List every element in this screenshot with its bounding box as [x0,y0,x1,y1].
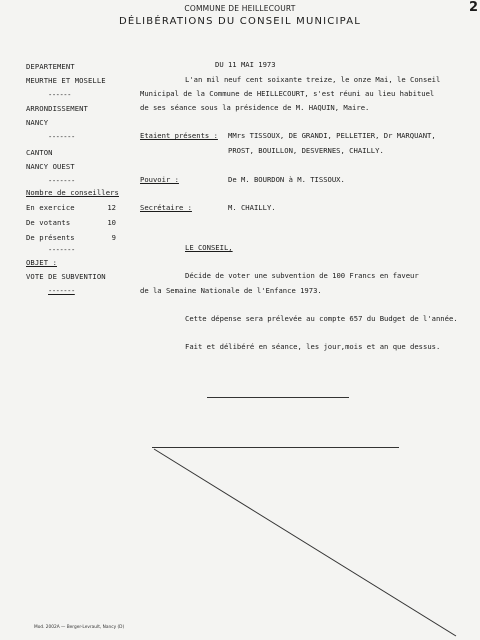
decision-line: de la Semaine Nationale de l'Enfance 1973. [140,286,322,295]
separator-dash: ------- [48,132,75,141]
pouvoir-label: Pouvoir : [140,175,179,184]
pouvoir-value: De M. BOURDON à M. TISSOUX. [228,175,345,184]
votants-value: 10 [107,218,116,227]
presents-count-label: De présents [26,233,75,242]
votants-label: De votants [26,218,71,227]
decision-line: Décide de voter une subvention de 100 Francs en faveur [185,271,419,280]
register-title: DÉLIBÉRATIONS DU CONSEIL MUNICIPAL [118,16,362,27]
conseillers-title: Nombre de conseillers [26,188,119,197]
en-exercice-value: 12 [107,203,116,212]
expense-line: Cette dépense sera prélevée au compte 657 du Budget de l'année. [185,314,458,323]
secretaire-label: Secrétaire : [140,203,192,212]
intro-line: L'an mil neuf cent soixante treize, le onze Mai, le Conseil [185,75,441,84]
secretaire-value: M. CHAILLY. [228,203,276,212]
arrondissement-value: NANCY [26,118,49,127]
commune-heading: COMMUNE DE HEILLECOURT [184,4,296,13]
conseil-heading: LE CONSEIL, [185,243,233,252]
presents-names: MMrs TISSOUX, DE GRANDI, PELLETIER, Dr MARQUANT, [228,131,436,140]
session-date: DU 11 MAI 1973 [215,60,276,69]
intro-line: Municipal de la Commune de HEILLECOURT, s'est réuni au lieu habituel [140,89,435,98]
separator-dash: ------- [48,176,75,185]
presents-names: PROST, BOUILLON, DESVERNES, CHAILLY. [228,146,384,155]
presents-label: Etaient présents : [140,131,218,140]
objet-value: VOTE DE SUBVENTION [26,272,106,281]
canton-label: CANTON [26,148,53,157]
presents-count-value: 9 [111,233,116,242]
canton-value: NANCY OUEST [26,162,75,171]
objet-label: OBJET : [26,258,57,267]
closing-line: Fait et délibéré en séance, les jour,mois et an que dessus. [185,342,441,351]
en-exercice-label: En exercice [26,203,75,212]
intro-line: de ses séance sous la présidence de M. HAQUIN, Maire. [140,103,370,112]
printer-imprint: Mod. 2002A — Berger-Levrault, Nancy (D) [34,625,125,630]
departement-label: DEPARTEMENT [26,62,75,71]
arrondissement-label: ARRONDISSEMENT [26,104,88,113]
separator-dash: ------ [48,90,71,99]
page-number: 2 [469,0,479,15]
separator-dash: ------- [48,245,75,254]
separator-dash: ------- [48,286,75,295]
departement-value: MEURTHE ET MOSELLE [26,76,106,85]
